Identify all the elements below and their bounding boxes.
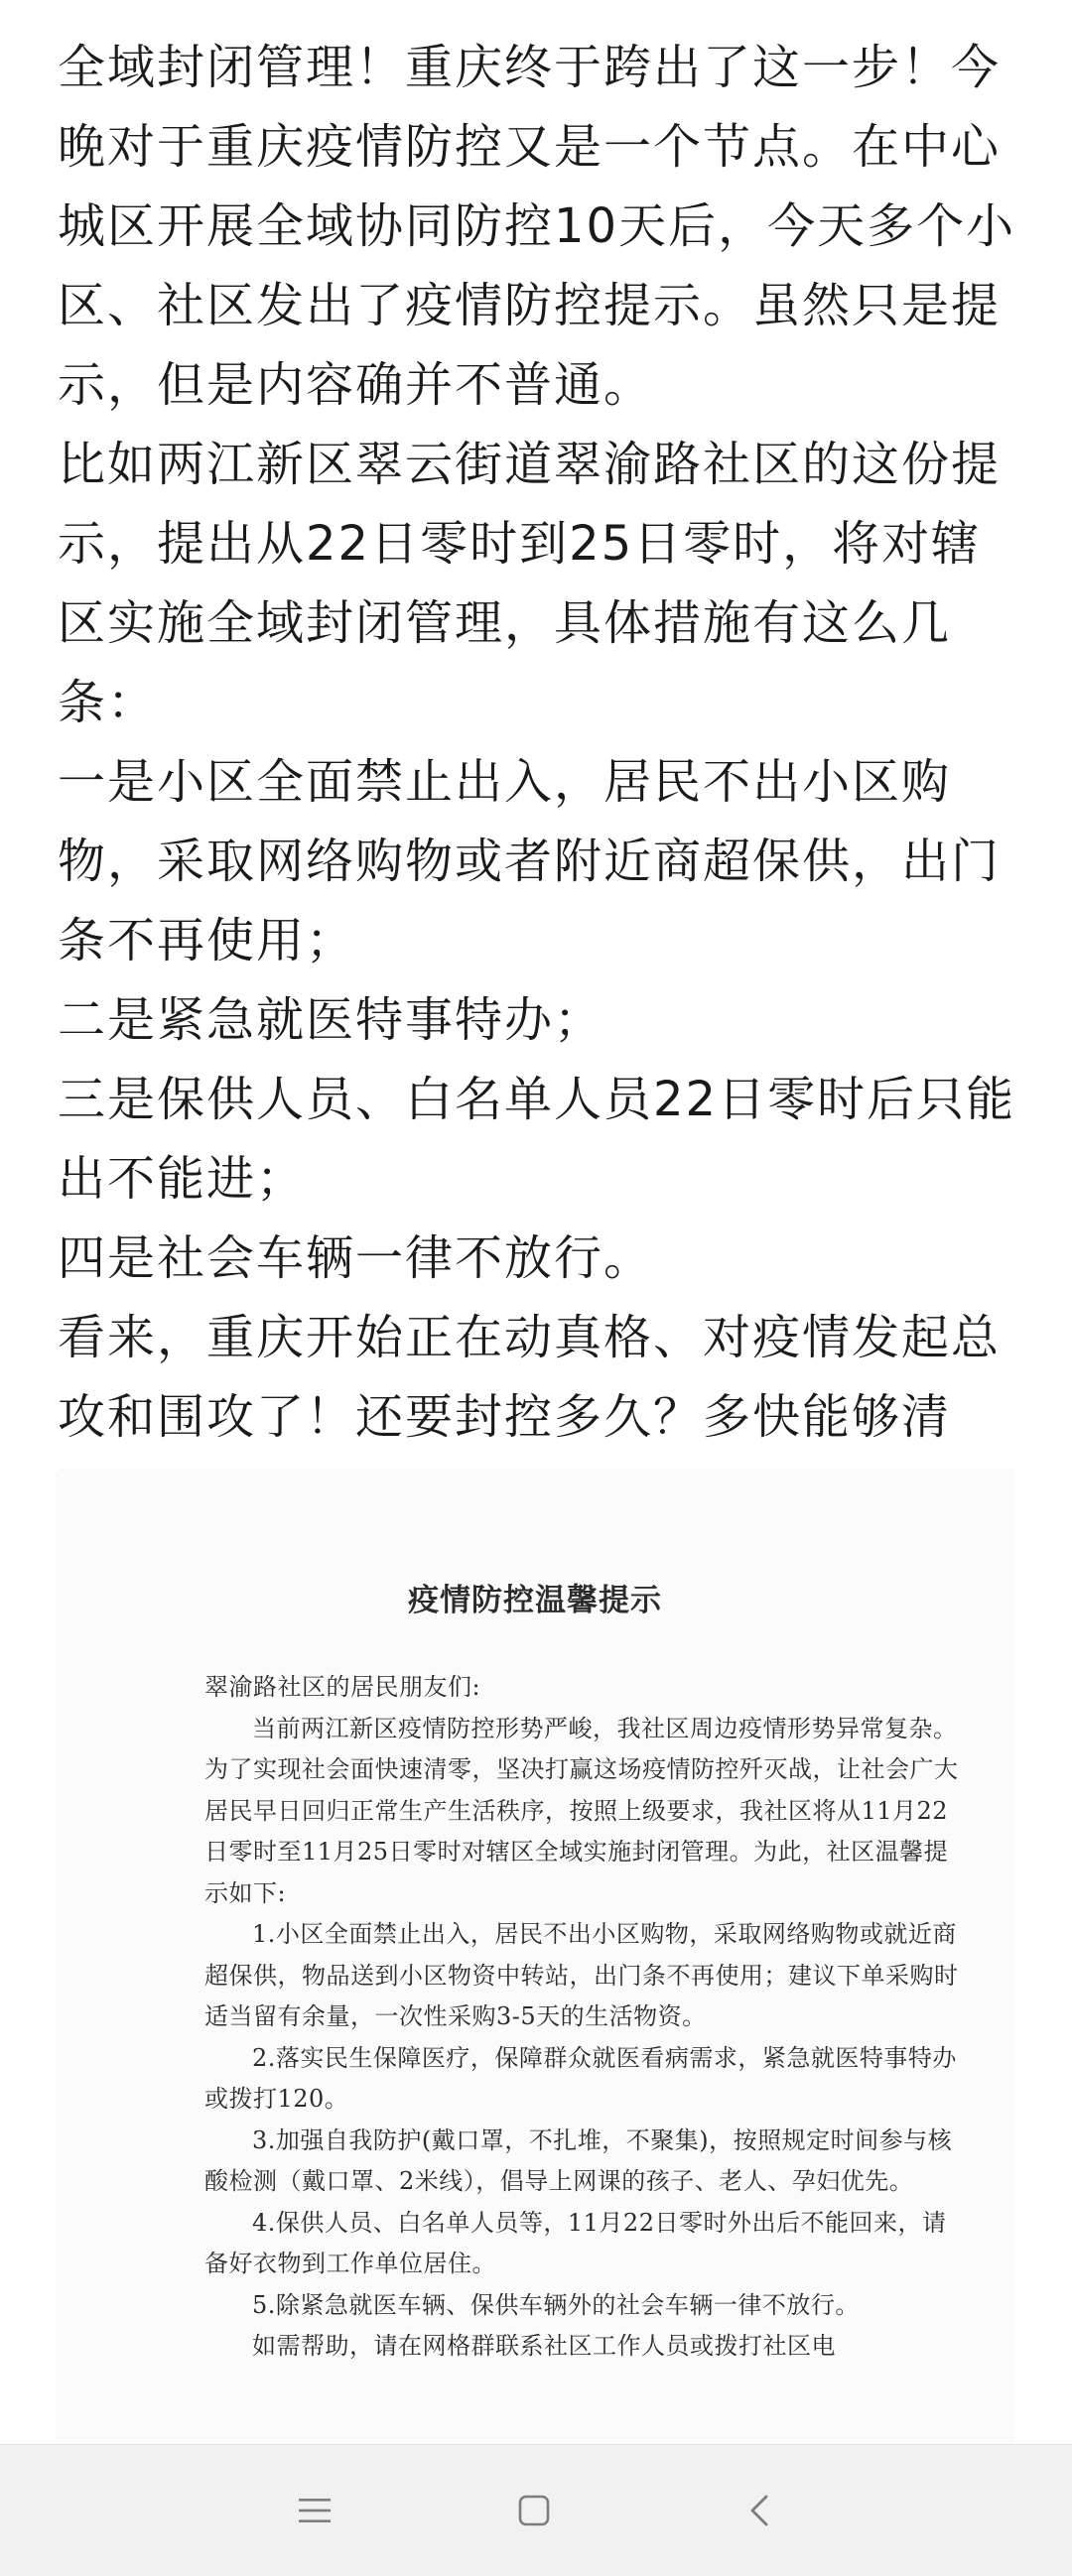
notice-line: 1.小区全面禁止出入，居民不出小区购物，采取网络购物或就近商超保供，物品送到小区物资中转站，出门条不再使用；建议下单采购时适当留有余量，一次性采购3-5天的生活物资。 bbox=[204, 1920, 959, 2030]
notice-body bbox=[204, 1667, 959, 2368]
notice-title: 疫情防控温馨提示 bbox=[408, 1583, 662, 1618]
back-chevron-icon bbox=[742, 2493, 778, 2528]
menu-button[interactable] bbox=[279, 2475, 350, 2546]
article-paragraph: 看来，重庆开始正在动真格、对疫情发起总攻和围攻了！还要封控多久？多快能够清 bbox=[58, 1310, 1002, 1445]
article-paragraph: 全域封闭管理！重庆终于跨出了这一步！今晚对于重庆疫情防控又是一个节点。在中心城区开展全域协同防控10天后，今天多个小区、社区发出了疫情防控提示。虽然只是提示，但是内容确并不普通。 bbox=[58, 40, 1016, 413]
notice-line: 3.加强自我防护(戴口罩，不扎堆，不聚集)，按照规定时间参与核酸检测（戴口罩、2米线），倡导上网课的孩子、老人、孕妇优先。 bbox=[204, 2125, 953, 2195]
menu-icon bbox=[297, 2496, 333, 2525]
notice-line: 当前两江新区疫情防控形势严峻，我社区周边疫情形势异常复杂。为了实现社会面快速清零，坚决打赢这场疫情防控歼灭战，让社会广大居民早日回归正常生产生活秩序，按照上级要求，我社区将从11月22日零时至11月25日零时对辖区全域实施封闭管理。为此，社区温馨提示如下: bbox=[204, 1714, 959, 1907]
article-paragraph: 四是社会车辆一律不放行。 bbox=[58, 1230, 654, 1286]
notice-line: 5.除紧急就医车辆、保供车辆外的社会车辆一律不放行。 bbox=[252, 2290, 860, 2319]
notice-line: 如需帮助，请在网格群联系社区工作人员或拨打社区电 bbox=[252, 2332, 836, 2360]
article-paragraph: 二是紧急就医特事特办； bbox=[58, 992, 604, 1048]
article-paragraph: 一是小区全面禁止出入，居民不出小区购物，采取网络购物或者附近商超保供，出门条不再使用； bbox=[58, 754, 1002, 968]
article-paragraph: 比如两江新区翠云街道翠渝路社区的这份提示，提出从22日零时到25日零时，将对辖区实施全域封闭管理，具体措施有这么几条： bbox=[58, 437, 1002, 730]
notice-line: 2.落实民生保障医疗，保障群众就医看病需求，紧急就医特事特办或拨打120。 bbox=[204, 2043, 957, 2113]
article-text bbox=[58, 28, 1022, 1536]
notice-image[interactable] bbox=[58, 1471, 1012, 2445]
notice-greeting: 翠渝路社区的居民朋友们: bbox=[204, 1673, 481, 1701]
notice-line: 4.保供人员、白名单人员等，11月22日零时外出后不能回来，请备好衣物到工作单位居住。 bbox=[204, 2208, 947, 2277]
system-navigation-bar bbox=[0, 2444, 1072, 2576]
back-button[interactable] bbox=[725, 2475, 796, 2546]
article-paragraph: 三是保供人员、白名单人员22日零时后只能出不能进； bbox=[58, 1072, 1016, 1207]
home-button[interactable] bbox=[498, 2475, 570, 2546]
home-square-icon bbox=[516, 2493, 552, 2528]
